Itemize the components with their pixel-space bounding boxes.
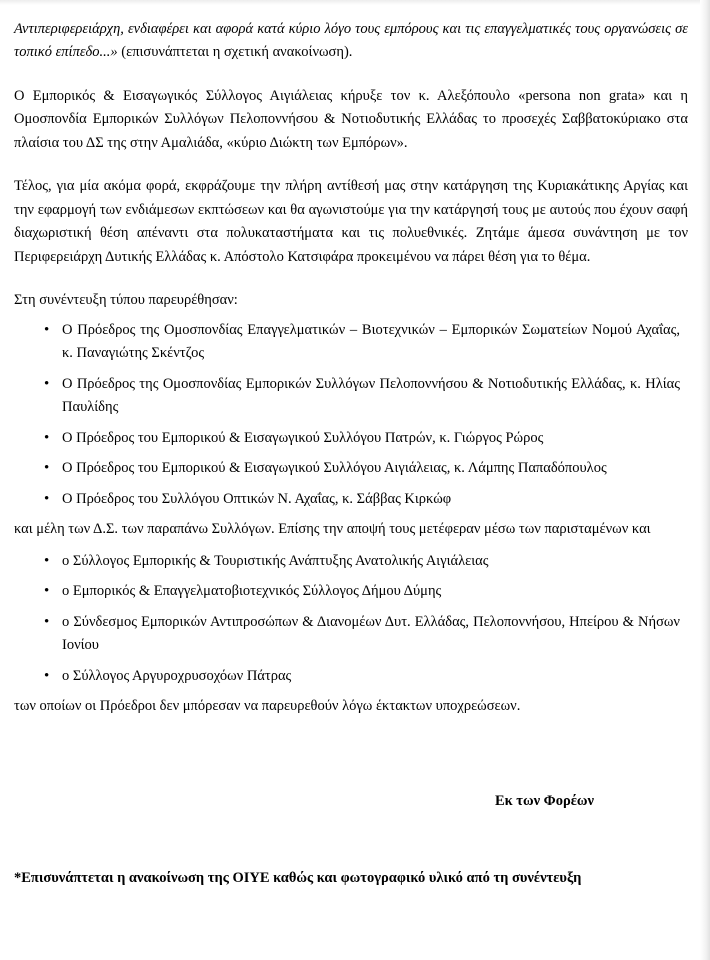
list-item: • ο Σύλλογος Αργυροχρυσοχόων Πάτρας — [62, 665, 688, 688]
organizations-list — [14, 550, 688, 688]
list-item: • Ο Πρόεδρος της Ομοσπονδίας Επαγγελματικών – Βιοτεχνικών – Εμπορικών Σωματείων Νομού Αχαΐας, κ. Παναγιώτης Σκέντζος — [62, 319, 688, 366]
footnote-text: *Επισυνάπτεται η ανακοίνωση της ΟΙΥΕ καθώς και φωτογραφικό υλικό από τη συνέντευξη — [14, 869, 582, 886]
persona-non-grata-paragraph: Ο Εμπορικός & Εισαγωγικός Σύλλογος Αιγιάλειας κήρυξε τον κ. Αλεξόπουλο «persona non grata» και η Ομοσπονδία Εμπορικών Συλλόγων Πελοποννήσου & Νοτιοδυτικής Ελλάδας το προσεχές Σαββατοκύριακο στα πλαίσια του ΔΣ της στην Αμαλιάδα, «κύριο Διώκτη των Εμπόρων». — [14, 87, 688, 151]
attendees-intro: Στη συνέντευξη τύπου παρευρέθησαν: — [14, 292, 238, 309]
list-item: • Ο Πρόεδρος του Εμπορικού & Εισαγωγικού Συλλόγου Πατρών, κ. Γιώργος Ρώρος — [62, 427, 688, 450]
list-item: • Ο Πρόεδρος του Εμπορικού & Εισαγωγικού Συλλόγου Αιγιάλειας, κ. Λάμπης Παπαδόπουλος — [62, 457, 688, 480]
list-item: • Ο Πρόεδρος της Ομοσπονδίας Εμπορικών Συλλόγων Πελοποννήσου & Νοτιοδυτικής Ελλάδας, κ. Ηλίας Παυλίδης — [62, 373, 688, 420]
closing-line: των οποίων οι Πρόεδροι δεν μπόρεσαν να παρευρεθούν λόγω έκτακτων υποχρεώσεων. — [14, 698, 521, 715]
closing-statement-paragraph: Τέλος, για μία ακόμα φορά, εκφράζουμε την πλήρη αντίθεσή μας στην κατάργηση της Κυριακάτικης Αργίας και την εφαρμογή των ενδιάμεσων εκπτώσεων και θα αγωνιστούμε για την κατάργησή τους με αυτούς που έχουν σαφή διαχωριστική θέση απέναντι στα πολυκαταστήματα και τις πολυεθνικές. Ζητάμε άμεσα συνάντηση με τον Περιφερειάρχη Δυτικής Ελλάδας κ. Απόστολο Κατσιφάρα προκειμένου να πάρει θέση για το θέμα. — [14, 178, 688, 265]
page-right-edge-shadow — [700, 0, 710, 960]
list-item: • ο Εμπορικός & Επαγγελματοβιοτεχνικός Σύλλογος Δήμου Δύμης — [62, 580, 688, 603]
signature-line: Εκ των Φορέων — [494, 792, 594, 809]
attendees-list — [14, 319, 688, 511]
middle-text-paragraph: και μέλη των Δ.Σ. των παραπάνω Συλλόγων. Επίσης την αποψή τους μετέφεραν μέσω των παρισταμένων και — [14, 521, 651, 538]
list-item: • ο Σύνδεσμος Εμπορικών Αντιπροσώπων & Διανομέων Δυτ. Ελλάδας, Πελοποννήσου, Ηπείρου & Νήσων Ιονίου — [62, 611, 688, 658]
quote-italic-text: Αντιπεριφερειάρχη, ενδιαφέρει και αφορά κατά κύριο λόγο τους εμπόρους και τις επαγγελματικές τους οργανώσεις σε τοπικό επίπεδο...» — [14, 21, 688, 61]
quote-paragraph — [14, 18, 688, 65]
list-item: • Ο Πρόεδρος του Συλλόγου Οπτικών Ν. Αχαΐας, κ. Σάββας Κιρκώφ — [62, 488, 688, 511]
list-item: • ο Σύλλογος Εμπορικής & Τουριστικής Ανάπτυξης Ανατολικής Αιγιάλειας — [62, 550, 688, 573]
page-top-edge-shadow — [0, 0, 710, 5]
quote-normal-text: (επισυνάπτεται η σχετική ανακοίνωση). — [117, 44, 353, 61]
